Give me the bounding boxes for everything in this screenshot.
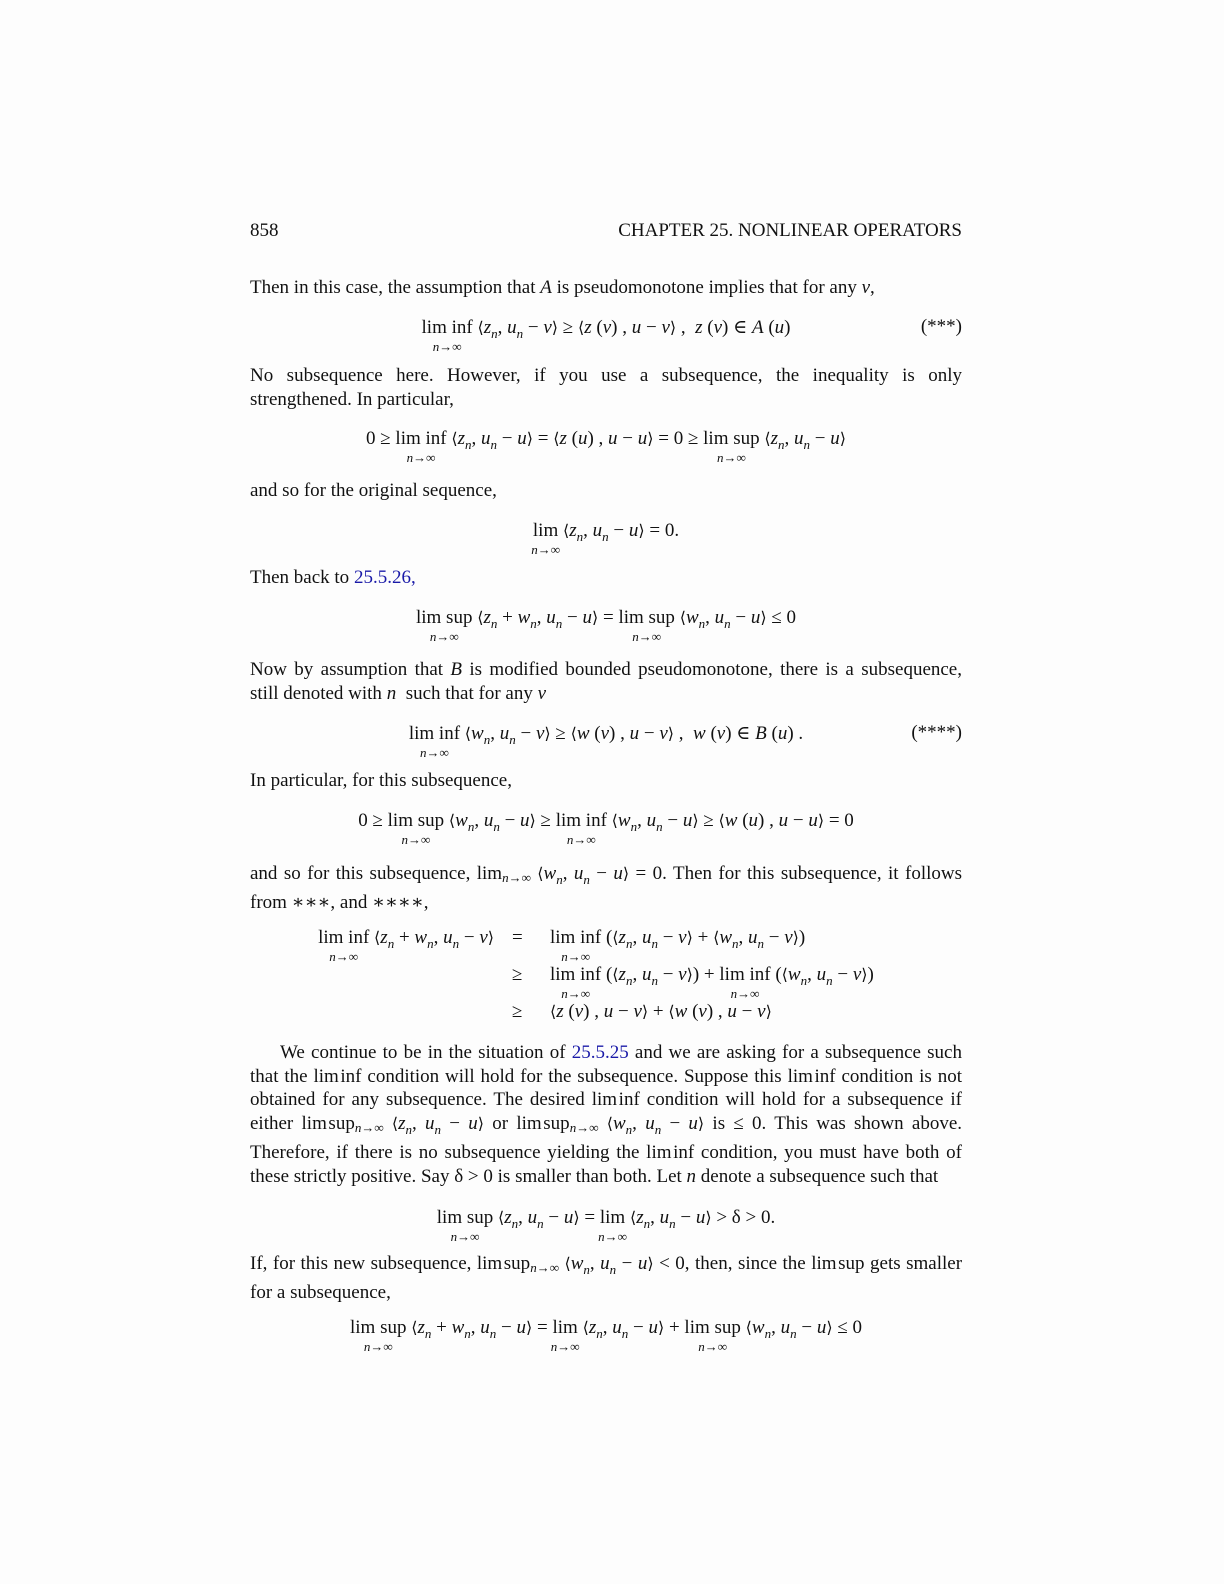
ref-link-25-5-26[interactable]: 25.5.26: [353, 567, 411, 588]
ref-link-25-5-25[interactable]: 25.5.25: [571, 1042, 629, 1063]
aligned-row-1: lim inf n→∞ $⟨z_n + w_n$, $u_n$ − v⟩ = lim inf n→∞ ($⟨z_n$, $u_n$ − v⟩ + $⟨w_n$, $u_n$ − v⟩): [318, 927, 806, 964]
equation-5: lim inf n→∞ $⟨w_n$, $u_n$ − v⟩ ≥ ⟨w (v) , u − v⟩ , w (v) ∈ B (u) . (****): [408, 722, 962, 760]
paragraph-5: Now by assumption that B is modified bounded pseudomonotone, there is a subsequence, still denoted with n such that for any v: [250, 659, 962, 704]
paragraph-7: and so for this subsequence, limn→∞ $⟨w_n$, $u_n$ − u⟩ = 0. Then for this subsequence, it follows from ∗∗∗, and ∗∗∗∗,: [250, 863, 962, 914]
equation-8: lim sup n→∞ $⟨z_n + w_n$, $u_n$ − u⟩ = lim n→∞ $⟨z_n$, $u_n$ − u⟩ + lim sup n→∞ $⟨w_n$, $u_n$ − u⟩ ≤ 0: [350, 1317, 862, 1354]
aligned-row-2: ≥ lim inf n→∞ ($⟨z_n$, $u_n$ − v⟩) + lim inf n→∞ ($⟨w_n$, $u_n$ − v⟩): [512, 964, 874, 1001]
page-number: 858: [250, 220, 279, 241]
paragraph-2: No subsequence here. However, if you use a subsequence, the inequality is only strengthened. In particular,: [250, 365, 962, 410]
equation-7: lim sup n→∞ $⟨z_n$, $u_n$ − u⟩ = lim n→∞ $⟨z_n$, $u_n$ − u⟩ > δ > 0.: [436, 1207, 776, 1244]
aligned-row-3: ≥ ⟨z (v) , u − v⟩ + ⟨w (v) , u − v⟩: [512, 1001, 772, 1022]
paragraph-6: In particular, for this subsequence,: [250, 770, 512, 791]
chapter-title: CHAPTER 25. NONLINEAR OPERATORS: [618, 220, 962, 241]
paragraph-1: Then in this case, the assumption that A is pseudomonotone implies that for any v,: [250, 277, 875, 298]
equation-tag-1: (***): [920, 316, 962, 337]
paragraph-3: and so for the original sequence,: [250, 480, 497, 501]
paragraph-9: If, for this new subsequence, lim supn→∞ $⟨w_n$, $u_n$ − u⟩ < 0, then, since the lim sup gets smaller for a subsequence,: [250, 1253, 963, 1304]
equation-6: 0 ≥ lim sup n→∞ $⟨w_n$, $u_n$ − u⟩ ≥ lim inf n→∞ $⟨w_n$, $u_n$ − u⟩ ≥ ⟨w (u) , u − u⟩ = 0: [358, 810, 854, 847]
equation-4: lim sup n→∞ $⟨z_n + w_n$, $u_n$ − u⟩ = lim sup n→∞ $⟨w_n$, $u_n$ − u⟩ ≤ 0: [415, 607, 797, 644]
equation-2: 0 ≥ lim inf n→∞ $⟨z_n$, $u_n$ − u⟩ = ⟨z (u) , u − u⟩ = 0 ≥ lim sup n→∞ $⟨z_n$, $u_n$ − u⟩: [365, 428, 847, 465]
equation-3: lim n→∞ $⟨z_n$, $u_n$ − u⟩ = 0.: [531, 520, 680, 557]
equation-tag-2: (****): [911, 722, 962, 743]
paragraph-8: We continue to be in the situation of 25.5.25 and we are asking for a subsequence such that the lim inf condition will hold for the subsequence. Suppose this lim inf condition is not obtained for any subsequence. The desired lim inf condition will hold for a subsequence if either lim supn→∞ $⟨z_n$, $u_n$ − u⟩ or lim supn→∞ $⟨w_n$, $u_n$ − u⟩ is ≤ 0. This was shown above. Therefore, if there is no subsequence yielding the lim inf condition, you must have both of these strictly positive. Say δ > 0 is smaller than both. Let n denote a subsequence such that: [250, 1042, 963, 1187]
paragraph-4: Then back to 25.5.26,: [250, 567, 416, 588]
equation-1: lim inf n→∞ $⟨z_n$, $u_n$ − v⟩ ≥ ⟨z (v) , u − v⟩ , z (v) ∈ A (u) (***): [421, 316, 962, 354]
